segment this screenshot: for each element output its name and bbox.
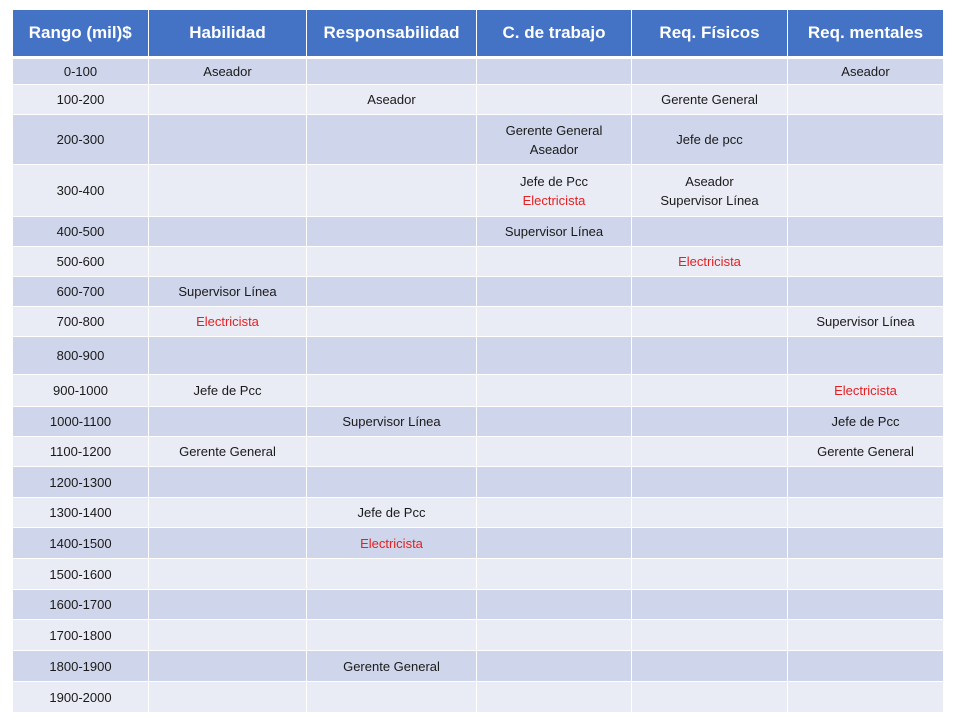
table-cell [788, 247, 944, 277]
table-cell [788, 277, 944, 307]
table-cell [307, 217, 477, 247]
table-row [13, 337, 944, 375]
table-cell [477, 620, 632, 651]
range-cell: 500-600 [13, 247, 149, 277]
cell-text: Jefe de Pcc [357, 505, 426, 520]
table-row [13, 682, 944, 713]
table-cell [632, 277, 788, 307]
table-cell [149, 165, 307, 217]
cell-text: Gerente General [179, 444, 276, 459]
cell-text: Aseador [685, 173, 734, 189]
salary-range-table [12, 10, 944, 713]
table-row [13, 165, 944, 217]
table-cell [307, 58, 477, 85]
cell-text: Gerente General [661, 92, 758, 107]
cell-text: Electricista [834, 383, 897, 398]
table-cell [632, 375, 788, 407]
table-cell [788, 375, 944, 407]
table-cell [149, 115, 307, 165]
table-cell [632, 58, 788, 85]
range-cell: 100-200 [13, 85, 149, 115]
table-cell [477, 277, 632, 307]
cell-text: Jefe de pcc [676, 132, 743, 147]
cell-text: Gerente General [343, 658, 440, 674]
table-row [13, 651, 944, 682]
table-cell [149, 247, 307, 277]
table-cell [477, 217, 632, 247]
table-cell [149, 682, 307, 713]
table-cell [477, 375, 632, 407]
table-cell [788, 217, 944, 247]
cell-text: Aseador [367, 92, 416, 107]
table-row [13, 590, 944, 620]
table-cell [788, 559, 944, 590]
table-cell [788, 115, 944, 165]
cell-text: Supervisor Línea [816, 314, 915, 329]
cell-text: Electricista [678, 254, 741, 269]
table-cell [632, 651, 788, 682]
table-cell [149, 467, 307, 498]
cell-text: Gerente General [817, 444, 914, 459]
table-cell [477, 590, 632, 620]
table-cell [477, 407, 632, 437]
header-responsabilidad: Responsabilidad [307, 10, 477, 58]
table-cell [307, 375, 477, 407]
table-cell [632, 407, 788, 437]
table-row [13, 559, 944, 590]
table-cell [307, 407, 477, 437]
cell-text: Aseador [841, 64, 890, 79]
table-cell [307, 277, 477, 307]
cell-text: Supervisor Línea [342, 414, 441, 429]
table-cell [788, 590, 944, 620]
table-cell [477, 165, 632, 217]
range-cell: 300-400 [13, 165, 149, 217]
table-row [13, 307, 944, 337]
range-cell: 1000-1100 [13, 407, 149, 437]
table-row [13, 528, 944, 559]
table-cell [477, 498, 632, 528]
table-cell [149, 407, 307, 437]
table-cell [307, 528, 477, 559]
table-row [13, 115, 944, 165]
table-row [13, 375, 944, 407]
table-cell [632, 559, 788, 590]
range-cell: 1900-2000 [13, 682, 149, 713]
table-cell [788, 651, 944, 682]
cell-text: Supervisor Línea [178, 284, 277, 299]
table-cell [477, 559, 632, 590]
table-cell [149, 651, 307, 682]
table-row [13, 217, 944, 247]
table-cell [307, 559, 477, 590]
table-row [13, 407, 944, 437]
table-cell [307, 620, 477, 651]
table-cell [788, 437, 944, 467]
table-cell [307, 337, 477, 375]
table-cell [149, 375, 307, 407]
range-cell: 600-700 [13, 277, 149, 307]
cell-text: Aseador [203, 64, 252, 79]
table-cell [149, 498, 307, 528]
table-cell [632, 437, 788, 467]
table-cell [632, 467, 788, 498]
range-cell: 0-100 [13, 58, 149, 85]
cell-text: Electricista [522, 192, 586, 208]
table-cell [149, 58, 307, 85]
range-cell: 1400-1500 [13, 528, 149, 559]
header-req-mentales: Req. mentales [788, 10, 944, 58]
table-cell [788, 407, 944, 437]
table-row [13, 467, 944, 498]
table-cell [632, 337, 788, 375]
cell-text: Supervisor Línea [504, 224, 604, 239]
table-row [13, 620, 944, 651]
table-cell [788, 85, 944, 115]
table-cell [632, 307, 788, 337]
header-range: Rango (mil)$ [13, 10, 149, 58]
table-cell [477, 307, 632, 337]
table-cell [477, 528, 632, 559]
table-cell [149, 528, 307, 559]
table-cell [149, 620, 307, 651]
header-req-fisicos: Req. Físicos [632, 10, 788, 58]
table-cell [307, 437, 477, 467]
table-row [13, 498, 944, 528]
table-cell [477, 115, 632, 165]
table-cell [307, 165, 477, 217]
table-cell [788, 307, 944, 337]
table-cell [149, 85, 307, 115]
table-cell [632, 682, 788, 713]
table-cell [307, 467, 477, 498]
table-cell [632, 85, 788, 115]
range-cell: 900-1000 [13, 375, 149, 407]
table-cell [307, 85, 477, 115]
table-cell [477, 682, 632, 713]
cell-text: Jefe de Pcc [193, 383, 262, 398]
table-cell [788, 498, 944, 528]
table-cell [307, 115, 477, 165]
range-cell: 1700-1800 [13, 620, 149, 651]
range-cell: 700-800 [13, 307, 149, 337]
table-cell [477, 437, 632, 467]
cell-text: Electricista [360, 535, 423, 551]
table-cell [307, 498, 477, 528]
table-cell [149, 559, 307, 590]
table-cell [632, 498, 788, 528]
table-row [13, 437, 944, 467]
cell-text: Jefe de Pcc [831, 414, 900, 429]
table-cell [632, 247, 788, 277]
table-cell [632, 528, 788, 559]
table-cell [788, 467, 944, 498]
table-cell [149, 217, 307, 247]
table-cell [307, 247, 477, 277]
range-cell: 1300-1400 [13, 498, 149, 528]
table-cell [788, 165, 944, 217]
table-body [13, 58, 944, 713]
table-cell [149, 437, 307, 467]
table-cell [307, 307, 477, 337]
table-cell [149, 590, 307, 620]
table-cell [632, 115, 788, 165]
table-container [12, 10, 943, 713]
table-cell [307, 590, 477, 620]
table-cell [477, 58, 632, 85]
table-cell [788, 620, 944, 651]
header-row [13, 10, 944, 58]
table-cell [788, 528, 944, 559]
table-cell [788, 337, 944, 375]
table-cell [149, 337, 307, 375]
table-cell [307, 682, 477, 713]
cell-text: Gerente General [505, 122, 603, 138]
range-cell: 1100-1200 [13, 437, 149, 467]
cell-text: Jefe de Pcc [520, 173, 588, 189]
range-cell: 200-300 [13, 115, 149, 165]
cell-text: Aseador [529, 141, 579, 157]
table-cell [477, 85, 632, 115]
range-cell: 1500-1600 [13, 559, 149, 590]
table-cell [477, 467, 632, 498]
header-habilidad: Habilidad [149, 10, 307, 58]
header-condiciones-trabajo: C. de trabajo [477, 10, 632, 58]
range-cell: 1800-1900 [13, 651, 149, 682]
table-row [13, 277, 944, 307]
table-cell [632, 590, 788, 620]
table-cell [632, 620, 788, 651]
table-cell [788, 58, 944, 85]
table-cell [307, 651, 477, 682]
range-cell: 1600-1700 [13, 590, 149, 620]
table-row [13, 247, 944, 277]
range-cell: 1200-1300 [13, 467, 149, 498]
table-cell [477, 247, 632, 277]
table-cell [788, 682, 944, 713]
table-cell [477, 651, 632, 682]
table-row [13, 58, 944, 85]
range-cell: 400-500 [13, 217, 149, 247]
cell-text: Supervisor Línea [660, 192, 759, 208]
range-cell: 800-900 [13, 337, 149, 375]
table-cell [477, 337, 632, 375]
table-cell [149, 277, 307, 307]
table-cell [632, 165, 788, 217]
table-cell [149, 307, 307, 337]
cell-text: Electricista [196, 314, 259, 329]
table-row [13, 85, 944, 115]
table-cell [632, 217, 788, 247]
